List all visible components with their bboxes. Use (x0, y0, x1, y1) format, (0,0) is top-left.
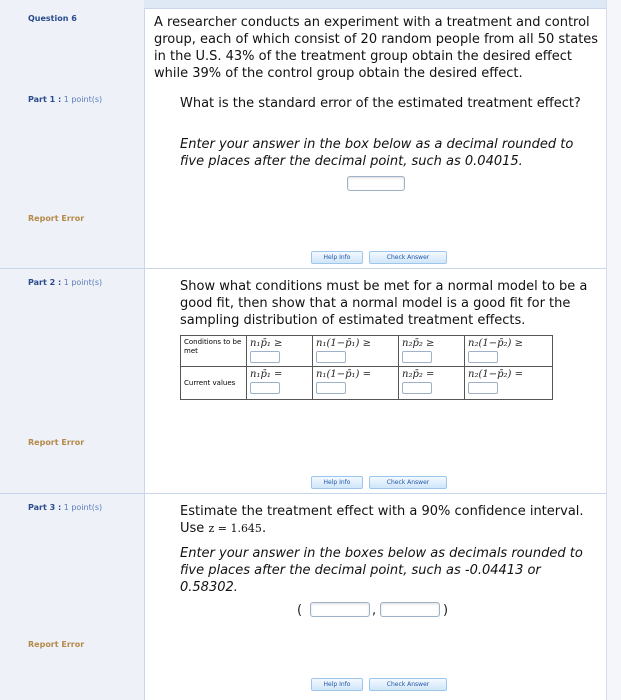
curr-cell-3 (399, 367, 465, 400)
part-3-report-error[interactable]: Report Error (28, 640, 85, 649)
part-1-label (28, 95, 102, 104)
part-1-instruction: Enter your answer in the box below as a decimal rounded to five places after the decimal point, such as 0.04015. (180, 137, 574, 169)
ci-open-paren: ( (297, 603, 303, 618)
part-1-help-button[interactable]: Help Info (311, 251, 363, 264)
cond-input-1[interactable] (250, 351, 280, 363)
part-1-answer-input[interactable] (347, 176, 405, 191)
part-2-check-button[interactable]: Check Answer (369, 476, 447, 489)
current-row-label: Current values (181, 367, 247, 400)
part-2-label (28, 278, 102, 287)
z-value: z = 1.645 (208, 522, 262, 535)
part-3-prompt-text: Estimate the treatment effect with a 90% confidence interval. Use (180, 504, 584, 536)
curr-expr-1: n₁p̄₁ = (250, 369, 283, 380)
cond-expr-4: n₂(1−p̄₂) ≥ (468, 338, 523, 349)
cond-input-2[interactable] (316, 351, 346, 363)
cond-cell-4 (465, 336, 553, 367)
part-1-name: Part 1 : (28, 95, 62, 104)
ci-comma: , (372, 603, 377, 618)
question-text: A researcher conducts an experiment with a treatment and control group, each of which consist of 20 random people from all 50 states in the U.S. 43% of the treatment group obtain the desired effect while 39% of the control group obtain the desired effect. (154, 15, 599, 81)
cond-expr-1: n₁p̄₁ ≥ (250, 338, 283, 349)
part-3-label (28, 503, 102, 512)
cond-expr-3: n₂p̄₂ ≥ (402, 338, 435, 349)
curr-input-4[interactable] (468, 382, 498, 394)
ci-lower-input[interactable] (310, 602, 370, 617)
curr-input-1[interactable] (250, 382, 280, 394)
conditions-row (181, 336, 553, 367)
part-2-help-button[interactable]: Help Info (311, 476, 363, 489)
part-3-name: Part 3 : (28, 503, 62, 512)
part-3-check-button[interactable]: Check Answer (369, 678, 447, 691)
cond-cell-3 (399, 336, 465, 367)
conditions-table (180, 335, 553, 400)
part-3-prompt: Estimate the treatment effect with a 90% confidence interval. Use z = 1.645. (180, 504, 584, 536)
part-2-report-error[interactable]: Report Error (28, 438, 85, 447)
part-1-prompt: What is the standard error of the estimated treatment effect? (180, 96, 581, 111)
part-3-points: 1 point(s) (63, 503, 103, 512)
cond-expr-2: n₁(1−p̄₁) ≥ (316, 338, 371, 349)
part-1-separator (0, 268, 606, 269)
question-label: Question 6 (28, 14, 77, 23)
curr-cell-4 (465, 367, 553, 400)
current-values-row (181, 367, 553, 400)
curr-input-2[interactable] (316, 382, 346, 394)
part-2-points: 1 point(s) (63, 278, 103, 287)
curr-input-3[interactable] (402, 382, 432, 394)
part-1-points: 1 point(s) (63, 95, 103, 104)
part-2-name: Part 2 : (28, 278, 62, 287)
cond-cell-1 (247, 336, 313, 367)
curr-expr-2: n₁(1−p̄₁) = (316, 369, 371, 380)
cond-input-4[interactable] (468, 351, 498, 363)
curr-cell-2 (313, 367, 399, 400)
curr-expr-3: n₂p̄₂ = (402, 369, 435, 380)
part-2-separator (0, 493, 606, 494)
ci-close-paren: ) (443, 603, 449, 618)
curr-expr-4: n₂(1−p̄₂) = (468, 369, 523, 380)
cond-cell-2 (313, 336, 399, 367)
part-3-instruction: Enter your answer in the boxes below as decimals rounded to five places after the decimal point, such as -0.04413 or 0.58302. (180, 546, 583, 595)
part-1-check-button[interactable]: Check Answer (369, 251, 447, 264)
ci-upper-input[interactable] (380, 602, 440, 617)
conditions-row-label: Conditions to be met (181, 336, 247, 367)
cond-input-3[interactable] (402, 351, 432, 363)
left-sidebar (0, 0, 145, 700)
curr-cell-1 (247, 367, 313, 400)
part-1-report-error[interactable]: Report Error (28, 214, 85, 223)
part-2-prompt: Show what conditions must be met for a normal model to be a good fit, then show that a normal model is a good fit for the sampling distribution of estimated treatment effects. (180, 279, 588, 328)
top-bar (144, 0, 621, 9)
right-scroll-area[interactable] (606, 0, 621, 700)
part-3-help-button[interactable]: Help Info (311, 678, 363, 691)
